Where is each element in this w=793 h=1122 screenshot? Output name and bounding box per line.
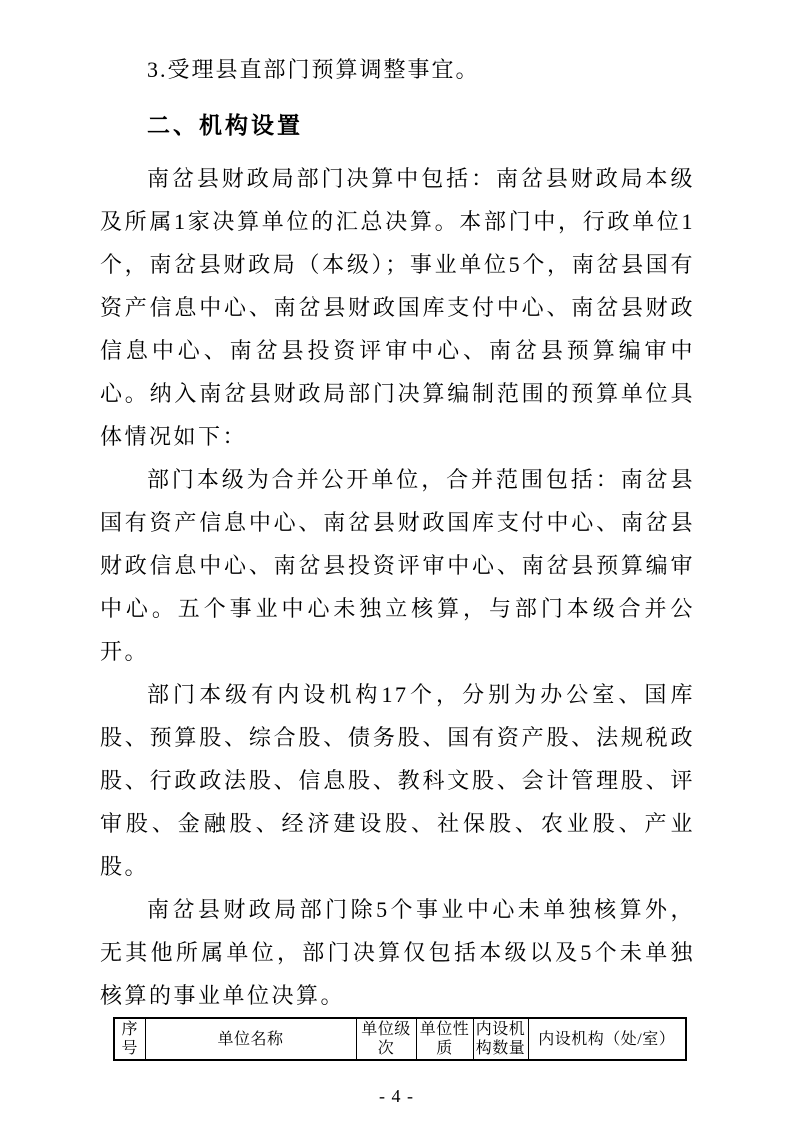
section-heading: 二、机构设置 (147, 112, 303, 138)
col-header-unit-nature: 单位性质 (416, 1018, 473, 1060)
col-header-unit-level: 单位级次 (356, 1018, 416, 1060)
col-header-internal-org-count: 内设机构数量 (473, 1018, 528, 1060)
col-header-serial-number: 序号 (114, 1018, 145, 1060)
paragraph-internal-orgs: 部门本级有内设机构17个，分别为办公室、国库股、预算股、综合股、债务股、国有资产股、法规税政股、行政政法股、信息股、教科文股、会计管理股、评审股、金融股、经济建设股、社保股、农业股、产业股。 (100, 682, 695, 879)
col-header-internal-org-offices: 内设机构（处/室） (528, 1018, 686, 1060)
document-body (100, 48, 695, 1061)
page-number: - 4 - (379, 1086, 414, 1106)
paragraph-overview: 南岔县财政局部门决算中包括：南岔县财政局本级及所属1家决算单位的汇总决算。本部门中，行政单位1个，南岔县财政局（本级）；事业单位5个，南岔县国有资产信息中心、南岔县财政国库支付中心、南岔县财政信息中心、南岔县投资评审中心、南岔县预算编审中心。纳入南岔县财政局部门决算编制范围的预算单位具体情况如下： (100, 166, 695, 449)
col-header-unit-name: 单位名称 (145, 1018, 356, 1060)
budget-units-table (113, 1017, 687, 1061)
paragraph-merged-disclosure: 部门本级为合并公开单位，合并范围包括：南岔县国有资产信息中心、南岔县财政国库支付中心、南岔县财政信息中心、南岔县投资评审中心、南岔县预算编审中心。五个事业中心未独立核算，与部门本级合并公开。 (100, 467, 695, 664)
table-header-row (114, 1018, 686, 1060)
numbered-list-item-3: 3.受理县直部门预算调整事宜。 (147, 57, 480, 82)
paragraph-subordinate-units: 南岔县财政局部门除5个事业中心未单独核算外，无其他所属单位，部门决算仅包括本级以及5个未单独核算的事业单位决算。 (100, 897, 695, 1008)
